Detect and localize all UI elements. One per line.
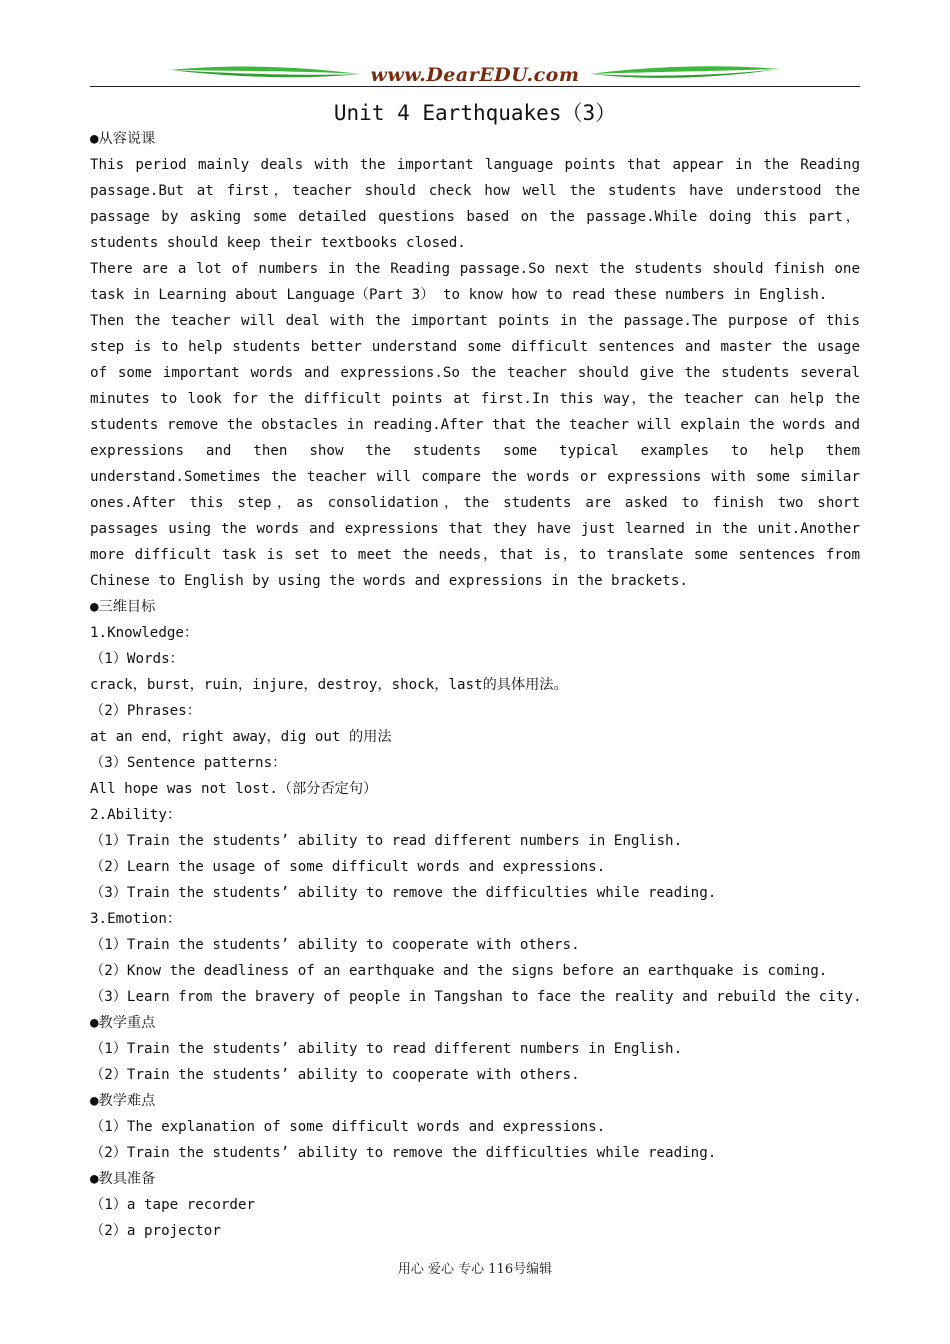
section-heading-label: 从容说课 (98, 131, 156, 147)
list-item: （1）Train the students’ ability to cooperate with others. (90, 937, 580, 953)
section-heading-label: 三维目标 (98, 599, 156, 615)
section-heading-difficulties (90, 1088, 860, 1114)
page-header (90, 62, 860, 90)
section-heading-label: 教具准备 (98, 1171, 156, 1187)
section-heading-key-points (90, 1010, 860, 1036)
header-rule (90, 86, 860, 87)
section-heading-objectives (90, 594, 860, 620)
list-item: 1.Knowledge： (90, 625, 199, 641)
list-item: （1）a tape recorder (90, 1197, 256, 1213)
paragraph: There are a lot of numbers in the Reading passage.So next the students should finish one task in Learning about Language（Part 3） to know how to read these numbers in English. (90, 261, 860, 303)
list-item: 2.Ability： (90, 807, 182, 823)
list-item: （3）Train the students’ ability to remove the difficulties while reading. (90, 885, 717, 901)
list-item: （1）Train the students’ ability to read different numbers in English. (90, 833, 683, 849)
list-item: （1）Words： (90, 651, 184, 667)
document-body (90, 126, 860, 1244)
list-item: （2）Know the deadliness of an earthquake and the signs before an earthquake is coming. (90, 963, 828, 979)
section-heading-label: 教学难点 (98, 1093, 156, 1109)
paragraph: This period mainly deals with the important language points that appear in the Reading passage.But at first，teacher should check how well the students have understood the passage by asking some detailed questions based on the passage.While doing this part，students should keep their textbooks closed. (90, 157, 860, 251)
list-item: （2）Learn the usage of some difficult words and expressions. (90, 859, 606, 875)
list-item: （2）Phrases： (90, 703, 201, 719)
list-item: （1）Train the students’ ability to read different numbers in English. (90, 1041, 683, 1057)
list-item: （2）a projector (90, 1223, 221, 1239)
section-heading-label: 教学重点 (98, 1015, 156, 1031)
list-item: （2）Train the students’ ability to cooperate with others. (90, 1067, 580, 1083)
list-item: 3.Emotion： (90, 911, 182, 927)
section-heading-teaching-aids (90, 1166, 860, 1192)
list-item: at an end，right away，dig out 的用法 (90, 729, 392, 745)
page-footer: 用心 爱心 专心 116号编辑 (397, 1262, 553, 1277)
list-item: （3）Sentence patterns： (90, 755, 287, 771)
list-item: crack，burst，ruin，injure，destroy，shock，last的具体用法。 (90, 677, 568, 693)
list-item: （1）The explanation of some difficult words and expressions. (90, 1119, 606, 1135)
page-title: Unit 4 Earthquakes（3） (333, 101, 617, 125)
section-heading-teaching-talk (90, 126, 860, 152)
site-logo-text: www.DearEDU.com (370, 64, 580, 86)
list-item: （3）Learn from the bravery of people in Tangshan to face the reality and rebuild the city. (90, 989, 862, 1005)
list-item: All hope was not lost.（部分否定句） (90, 781, 378, 797)
paragraph: Then the teacher will deal with the important points in the passage.The purpose of this step is to help students better understand some difficult sentences and master the usage of some important words and expressions.So the teacher should give the students several minutes to look for the difficult points at first.In this way，the teacher can help the students remove the obstacles in reading.After that the teacher will explain the words and expressions and then show the students some typical examples to help them understand.Sometimes the teacher will compare the words or expressions with some similar ones.After this step，as consolidation，the students are asked to finish two short passages using the words and expressions that they have just learned in the unit.Another more difficult task is set to meet the needs，that is，to translate some sentences from Chinese to English by using the words and expressions in the brackets. (90, 313, 860, 589)
list-item: （2）Train the students’ ability to remove the difficulties while reading. (90, 1145, 717, 1161)
